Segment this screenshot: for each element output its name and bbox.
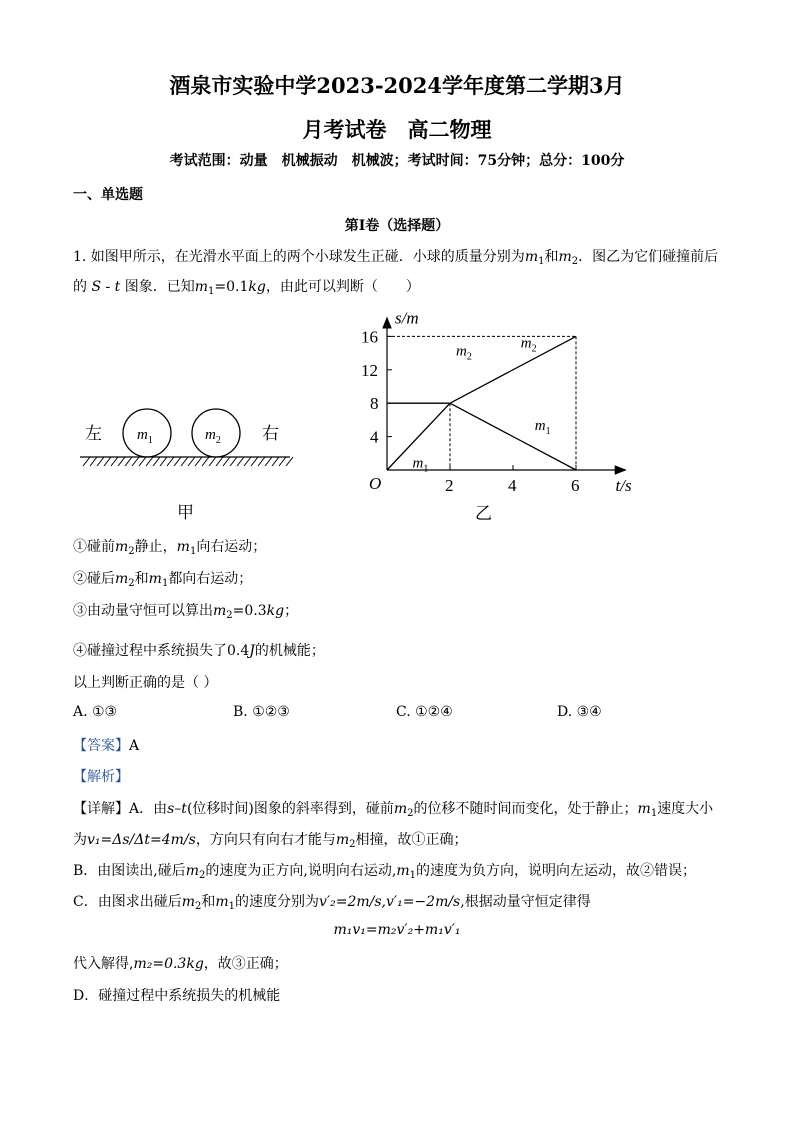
hatch-line (230, 457, 237, 466)
hatch-line (202, 457, 209, 466)
hatch-line (181, 457, 188, 466)
ball-m2 (192, 409, 240, 457)
statement-1: ①碰前$m_2$静止，$m_1$向右运动； (73, 539, 267, 557)
hatch-line (244, 457, 251, 466)
statement-3: ③由动量守恒可以算出$m_2=0.3kg$； (73, 603, 299, 621)
hatch-line (174, 457, 181, 466)
hatch-line (286, 457, 293, 466)
series-label: $m_2$ (456, 343, 472, 363)
analysis-tag: 【解析】 (73, 769, 129, 785)
ground-hatching (83, 457, 293, 466)
origin-label: O (369, 474, 382, 493)
part-title: 第I卷（选择题） (344, 218, 450, 234)
hatch-line (125, 457, 132, 466)
option-c: C. ①②④ (396, 704, 453, 720)
detail-line-b: 为v₁=Δs/Δt=4m/s，方向只有向右才能与$m_2$相撞，故①正确； (73, 832, 468, 850)
hatch-line (195, 457, 202, 466)
hatch-line (237, 457, 244, 466)
option-b: B. ①②③ (233, 704, 290, 720)
series-label: $m_1$ (534, 417, 551, 437)
hatch-line (139, 457, 146, 466)
x-axis-label: t/s (615, 476, 632, 495)
hatch-line (83, 457, 90, 466)
hatch-line (258, 457, 265, 466)
hatch-line (90, 457, 97, 466)
momentum-equation: m₁v₁=m₂v′₂+m₁v′₁ (333, 922, 461, 938)
hatch-line (279, 457, 286, 466)
series-label: $m_1$ (412, 455, 429, 475)
hatch-line (132, 457, 139, 466)
exam-title-line2: 月考试卷 高二物理 (302, 117, 492, 142)
exam-info: 考试范围：动量 机械振动 机械波；考试时间：75分钟；总分：100分 (169, 153, 625, 169)
y-tick-label: 16 (361, 327, 378, 347)
answer-line: 【答案】A (73, 738, 140, 754)
y-tick-label: 12 (361, 360, 378, 380)
hatch-line (118, 457, 125, 466)
hatch-line (153, 457, 160, 466)
hatch-line (111, 457, 118, 466)
ball-m1-label: $m_1$ (137, 427, 153, 446)
hatch-line (167, 457, 174, 466)
option-a: A. ①③ (73, 704, 118, 720)
series-line-4 (450, 403, 576, 470)
hatch-line (223, 457, 230, 466)
hatch-line (188, 457, 195, 466)
detail-line-c: B．由图读出,碰后$m_2$的速度为正方向,说明向右运动$,m_1$的速度为负方向，说明向左运动，故②错误； (73, 863, 696, 881)
right-label: 右 (262, 424, 279, 443)
hatch-line (97, 457, 104, 466)
figure-yi-chart (355, 298, 632, 528)
x-tick-label: 6 (571, 476, 580, 495)
left-label: 左 (85, 424, 102, 443)
section-heading: 一、单选题 (73, 187, 143, 203)
hatch-line (160, 457, 167, 466)
hatch-line (146, 457, 153, 466)
hatch-line (272, 457, 279, 466)
statement-4: ④碰撞过程中系统损失了0.4J的机械能； (73, 643, 325, 659)
hatch-line (104, 457, 111, 466)
x-tick-label: 2 (445, 476, 454, 495)
ball-m2-label: $m_2$ (205, 427, 221, 446)
question-stem-line2: 的 S - t 图象．已知$m_1=0.1kg$，由此可以判断（ ） (73, 279, 420, 297)
hatch-line (216, 457, 223, 466)
exam-title-line1: 酒泉市实验中学2023-2024学年度第二学期3月 (169, 73, 625, 98)
y-tick-label: 8 (370, 394, 379, 414)
series-label: $m_2$ (520, 335, 537, 355)
question-stem-line1: 1. 如图甲所示，在光滑水平面上的两个小球发生正碰．小球的质量分别为$m_1$和$m_2$．图乙为它们碰撞前后 (73, 249, 719, 267)
statement-2: ②碰后$m_2$和$m_1$都向右运动； (73, 571, 253, 589)
detail-line-d: C．由图求出碰后$m_2$和$m_1$的速度分别为v′₂=2m/s,v′₁=−2m/s,根据动量守恒定律得 (73, 894, 591, 912)
detail-line-a: 【详解】A．由s–t(位移时间)图象的斜率得到，碰前$m_2$的位移不随时间而变化，处于静止；$m_1$速度大小 (73, 801, 714, 819)
detail-line-f: D．碰撞过程中系统损失的机械能 (73, 988, 281, 1004)
x-tick-label: 4 (508, 476, 517, 495)
caption-jia: 甲 (177, 503, 194, 522)
detail-line-e: 代入解得,m₂=0.3kg，故③正确； (73, 956, 288, 972)
figure-jia (75, 395, 305, 525)
hatch-line (209, 457, 216, 466)
y-axis-label: s/m (395, 308, 419, 328)
series-line-3 (450, 336, 576, 403)
question-prompt: 以上判断正确的是（ ） (73, 675, 218, 691)
caption-yi: 乙 (475, 504, 492, 523)
y-tick-label: 4 (370, 427, 379, 447)
hatch-line (265, 457, 272, 466)
option-d: D. ③④ (557, 704, 602, 720)
hatch-line (251, 457, 258, 466)
